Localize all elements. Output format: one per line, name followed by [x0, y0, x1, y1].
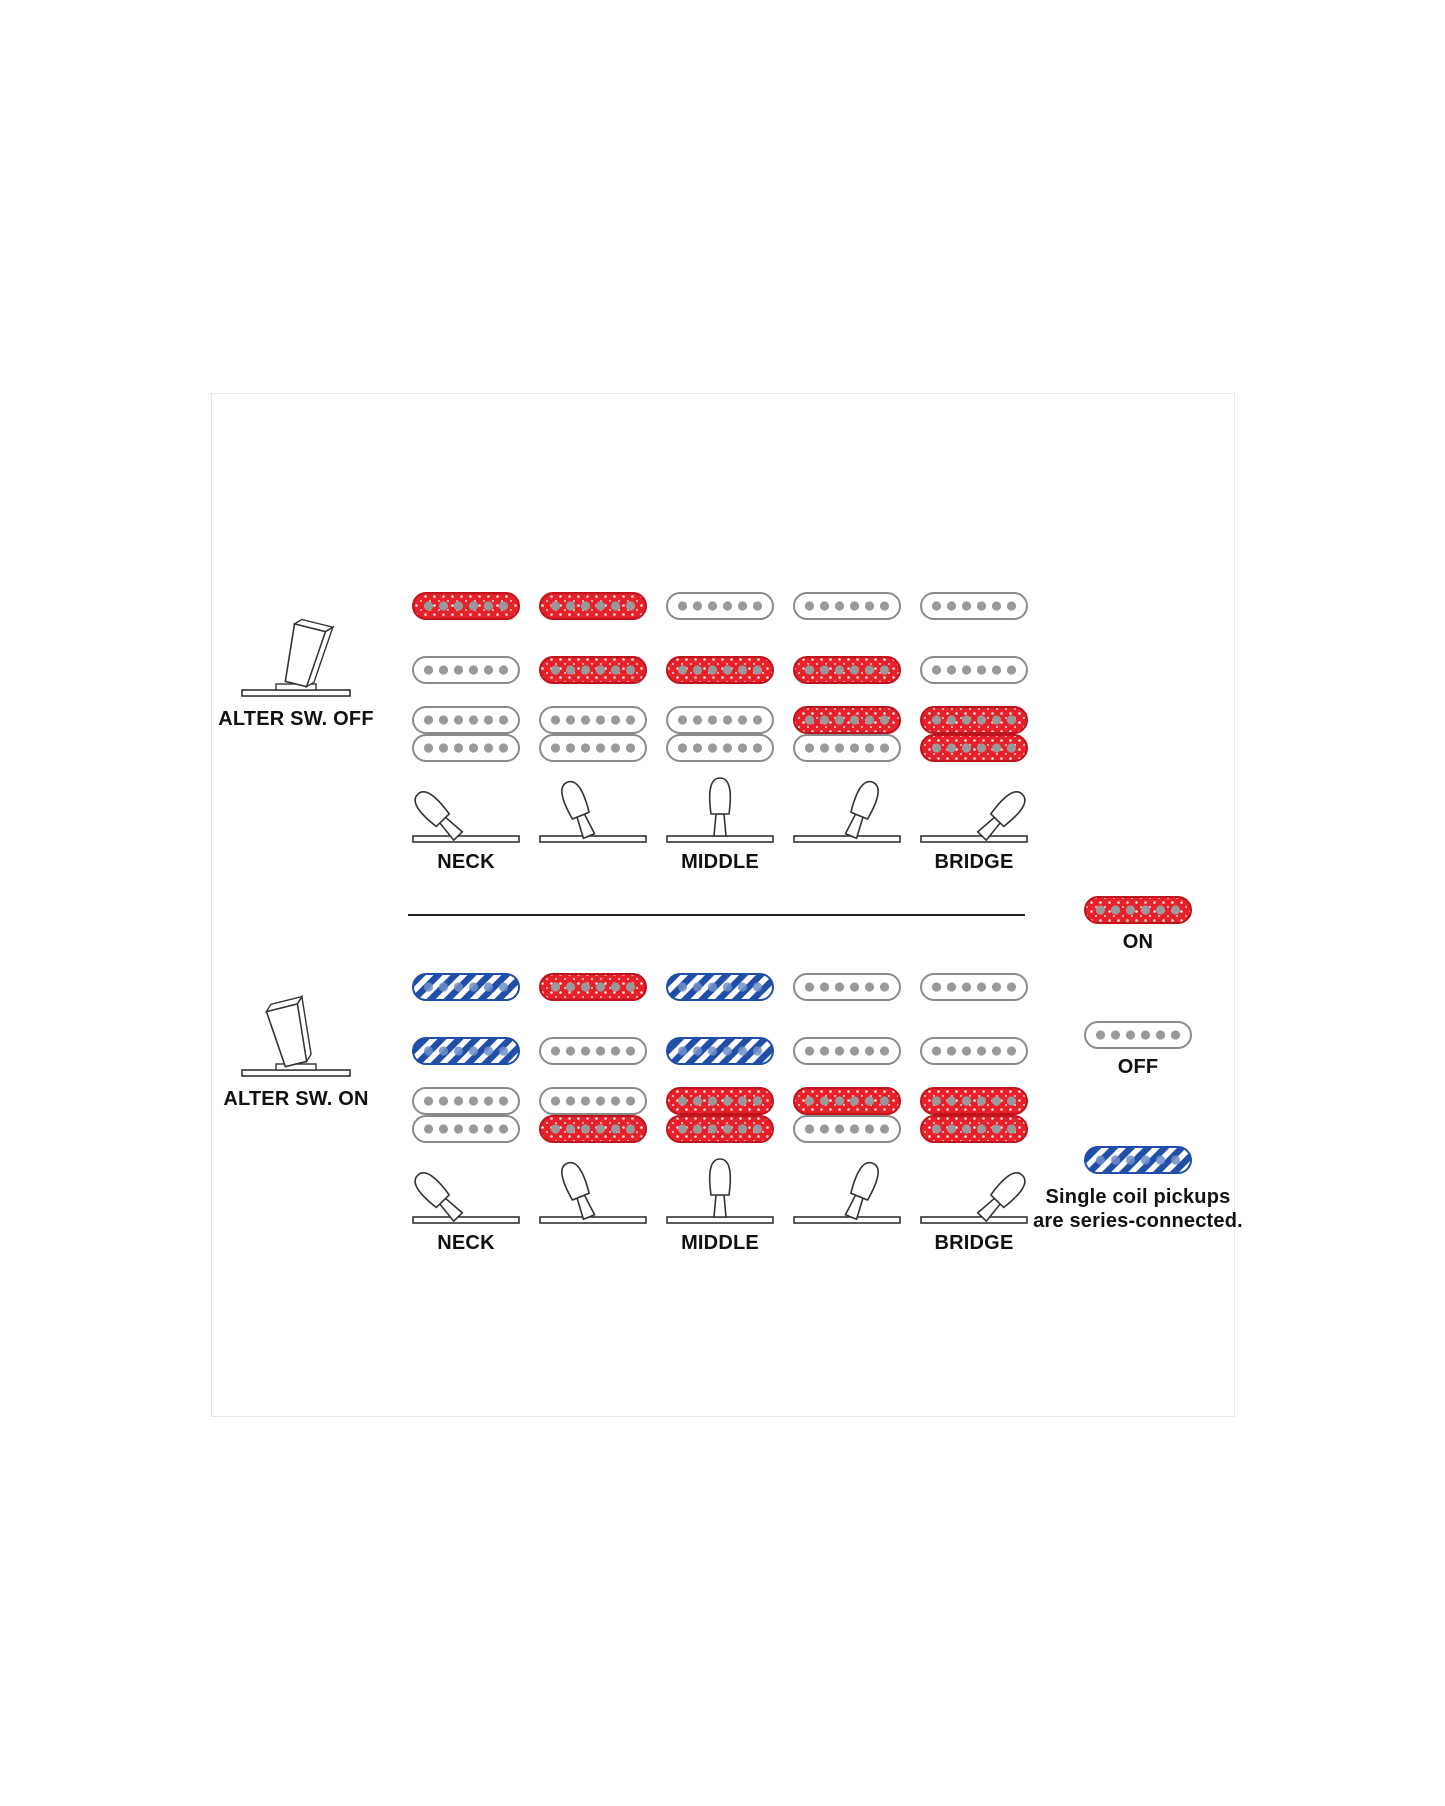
switch-position-column [667, 593, 773, 842]
neck-pickup-icon [794, 974, 900, 1000]
alter-on-label: ALTER SW. ON [223, 1088, 369, 1110]
middle-pickup-icon [540, 1038, 646, 1064]
neck-pickup-icon [921, 974, 1027, 1000]
bridge-humbucker-coil-2-icon [921, 1116, 1027, 1142]
legend-series-label-line2: are series-connected. [1033, 1210, 1243, 1232]
section-alter-off [218, 593, 1029, 873]
bridge-humbucker-coil-1-icon [921, 1088, 1027, 1114]
neck-pickup-icon [413, 974, 519, 1000]
five-way-selector-icon [667, 778, 773, 842]
five-way-selector-icon [794, 1159, 900, 1223]
legend-off-pickup-icon [1085, 1022, 1191, 1048]
position-label-neck: NECK [437, 851, 495, 873]
legend-off-label: OFF [1117, 1056, 1159, 1078]
legend [1033, 897, 1243, 1232]
alter-off-label: ALTER SW. OFF [218, 708, 374, 730]
bridge-humbucker-coil-1-icon [794, 1088, 900, 1114]
bridge-humbucker-coil-1-icon [413, 1088, 519, 1114]
bridge-humbucker-coil-1-icon [540, 1088, 646, 1114]
five-way-selector-icon [921, 787, 1030, 843]
switch-position-column [540, 974, 646, 1223]
position-label-middle: MIDDLE [681, 851, 759, 873]
switch-position-column [410, 593, 519, 843]
middle-pickup-icon [794, 1038, 900, 1064]
switch-position-column [921, 974, 1030, 1224]
legend-series-pickup-icon [1085, 1147, 1191, 1173]
middle-pickup-icon [413, 1038, 519, 1064]
bridge-humbucker-coil-2-icon [667, 1116, 773, 1142]
five-way-selector-icon [794, 778, 900, 842]
neck-pickup-icon [921, 593, 1027, 619]
neck-pickup-icon [413, 593, 519, 619]
legend-series-label-line1: Single coil pickups [1045, 1186, 1231, 1208]
toggle-switch-icon [242, 997, 350, 1076]
five-way-selector-icon [410, 1168, 519, 1224]
bridge-humbucker-coil-1-icon [540, 707, 646, 733]
switch-position-column [794, 974, 900, 1223]
five-way-selector-icon [540, 1159, 646, 1223]
bridge-humbucker-coil-1-icon [667, 707, 773, 733]
legend-on-pickup-icon [1085, 897, 1191, 923]
five-way-selector-icon [410, 787, 519, 843]
switch-position-column [921, 593, 1030, 843]
switch-position-column [667, 974, 773, 1223]
middle-pickup-icon [413, 657, 519, 683]
position-label-bridge: BRIDGE [934, 1232, 1014, 1254]
toggle-switch-icon [242, 618, 350, 696]
five-way-selector-icon [921, 1168, 1030, 1224]
bridge-humbucker-coil-2-icon [540, 1116, 646, 1142]
neck-pickup-icon [540, 593, 646, 619]
legend-on-swatch [1085, 897, 1191, 923]
neck-pickup-icon [667, 974, 773, 1000]
bridge-humbucker-coil-2-icon [540, 735, 646, 761]
alter-switch-off-icon [242, 618, 350, 696]
section-alter-on [223, 974, 1029, 1254]
middle-pickup-icon [921, 1038, 1027, 1064]
position-label-neck: NECK [437, 1232, 495, 1254]
bridge-humbucker-coil-2-icon [413, 1116, 519, 1142]
pickup-grid-alter-off [410, 593, 1029, 843]
middle-pickup-icon [667, 657, 773, 683]
bridge-humbucker-coil-1-icon [921, 707, 1027, 733]
neck-pickup-icon [540, 974, 646, 1000]
bridge-humbucker-coil-1-icon [794, 707, 900, 733]
bridge-humbucker-coil-2-icon [667, 735, 773, 761]
pickup-grid-alter-on [410, 974, 1029, 1224]
bridge-humbucker-coil-2-icon [413, 735, 519, 761]
five-way-selector-icon [540, 778, 646, 842]
neck-pickup-icon [794, 593, 900, 619]
alter-switch-on-icon [242, 997, 350, 1076]
switch-position-column [794, 593, 900, 842]
legend-off-swatch [1085, 1022, 1191, 1048]
middle-pickup-icon [921, 657, 1027, 683]
switch-position-column [410, 974, 519, 1224]
middle-pickup-icon [794, 657, 900, 683]
legend-on-label: ON [1122, 931, 1154, 953]
bridge-humbucker-coil-2-icon [794, 1116, 900, 1142]
bridge-humbucker-coil-1-icon [667, 1088, 773, 1114]
neck-pickup-icon [667, 593, 773, 619]
switch-position-column [540, 593, 646, 842]
five-way-selector-icon [667, 1159, 773, 1223]
bridge-humbucker-coil-2-icon [921, 735, 1027, 761]
legend-series-swatch [1085, 1147, 1191, 1173]
bridge-humbucker-coil-2-icon [794, 735, 900, 761]
middle-pickup-icon [667, 1038, 773, 1064]
middle-pickup-icon [540, 657, 646, 683]
position-label-bridge: BRIDGE [934, 851, 1014, 873]
position-label-middle: MIDDLE [681, 1232, 759, 1254]
bridge-humbucker-coil-1-icon [413, 707, 519, 733]
